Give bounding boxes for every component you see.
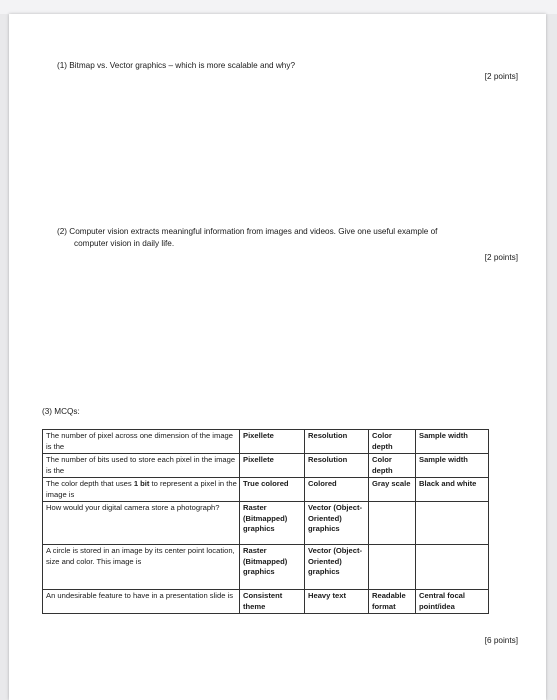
mcq-option: Vector (Object-Oriented) graphics	[305, 545, 369, 590]
mcq-option: Vector (Object-Oriented) graphics	[305, 502, 369, 545]
mcq-question: An undesirable feature to have in a presentation slide is	[43, 590, 240, 614]
mcq-option	[369, 502, 416, 545]
mcq-option: Consistent theme	[240, 590, 305, 614]
mcq-option: Heavy text	[305, 590, 369, 614]
mcq-option: Central focal point/idea	[416, 590, 489, 614]
mcq-question-part: to represent a pixel in the image is	[46, 479, 237, 499]
mcq-option: Black and white	[416, 478, 489, 502]
mcq-question: A circle is stored in an image by its center point location, size and color. This image is	[43, 545, 240, 590]
mcq-option: Pixellete	[240, 430, 305, 454]
mcq-option: Color depth	[369, 454, 416, 478]
mcq-question	[43, 478, 240, 502]
mcq-table	[42, 429, 489, 614]
mcq-row	[43, 430, 489, 454]
mcq-option: Gray scale	[369, 478, 416, 502]
mcq-question: How would your digital camera store a photograph?	[43, 502, 240, 545]
mcq-option: Sample width	[416, 454, 489, 478]
mcq-option: Colored	[305, 478, 369, 502]
mcq-option: True colored	[240, 478, 305, 502]
mcq-option	[416, 545, 489, 590]
mcq-question: The number of bits used to store each pixel in the image is the	[43, 454, 240, 478]
question-3-heading: (3) MCQs:	[42, 407, 80, 416]
mcq-option: Raster (Bitmapped) graphics	[240, 502, 305, 545]
mcq-option	[416, 502, 489, 545]
question-2-line1: (2) Computer vision extracts meaningful information from images and videos. Give one useful example of	[57, 227, 438, 236]
window-top-strip	[0, 0, 557, 14]
question-2-line2: computer vision in daily life.	[74, 239, 175, 248]
mcq-option: Raster (Bitmapped) graphics	[240, 545, 305, 590]
mcq-row	[43, 590, 489, 614]
mcq-question: The number of pixel across one dimension of the image is the	[43, 430, 240, 454]
mcq-option: Resolution	[305, 454, 369, 478]
mcq-row	[43, 478, 489, 502]
question-1-text: (1) Bitmap vs. Vector graphics – which is more scalable and why?	[57, 61, 295, 70]
mcq-row	[43, 454, 489, 478]
mcq-option: Color depth	[369, 430, 416, 454]
mcq-option: Resolution	[305, 430, 369, 454]
mcq-option: Sample width	[416, 430, 489, 454]
question-3-points: [6 points]	[484, 636, 518, 645]
question-2-points: [2 points]	[484, 253, 518, 262]
question-1-points: [2 points]	[484, 72, 518, 81]
mcq-option	[369, 545, 416, 590]
mcq-row	[43, 545, 489, 590]
mcq-row	[43, 502, 489, 545]
mcq-option: Readable format	[369, 590, 416, 614]
mcq-question-part: The color depth that uses	[46, 479, 134, 488]
mcq-option: Pixellete	[240, 454, 305, 478]
mcq-question-bold: 1 bit	[133, 479, 150, 488]
